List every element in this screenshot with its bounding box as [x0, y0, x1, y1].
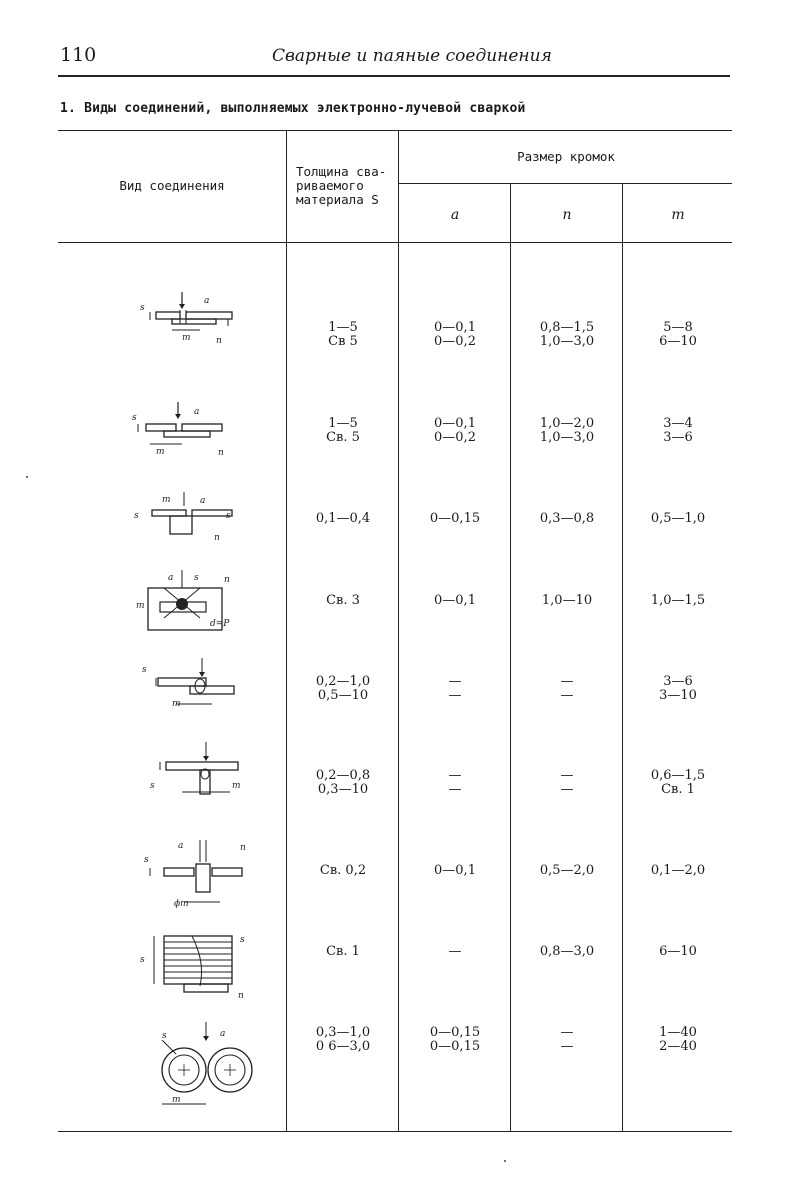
row6-thickness: 0,2—0,8 0,3—10	[315, 768, 371, 797]
svg-text:m: m	[232, 781, 241, 791]
row7-a: 0—0,1	[434, 863, 476, 878]
header-n: n	[562, 207, 572, 223]
row8-a: —	[448, 944, 462, 959]
row2-n: 1,0—2,0 1,0—3,0	[539, 416, 595, 445]
row5-thickness: 0,2—1,0 0,5—10	[315, 674, 371, 703]
row8-m: 6—10	[659, 944, 697, 959]
header-rule	[58, 75, 730, 77]
header-edge-size: Размер кромок	[517, 149, 615, 164]
row2-thickness: 1—5 Св. 5	[326, 416, 360, 445]
svg-text:m: m	[172, 699, 181, 709]
row4-n: 1,0—10	[541, 593, 593, 608]
svg-text:s: s	[240, 935, 245, 945]
svg-text:s: s	[226, 511, 231, 521]
svg-text:a: a	[168, 573, 174, 583]
running-head: Сварные и паяные соединения	[272, 46, 552, 66]
row3-thickness: 0,1—0,4	[315, 511, 371, 526]
column-divider-3	[510, 184, 511, 1131]
svg-text:s: s	[150, 781, 155, 791]
row4-a: 0—0,1	[434, 593, 476, 608]
row6-m: 0,6—1,5 Св. 1	[650, 768, 706, 797]
header-thickness: Толщина сва- риваемого материала S	[296, 164, 387, 207]
stacked-sheets-joint-icon	[120, 928, 260, 1002]
table-top-rule	[58, 130, 732, 131]
row7-n: 0,5—2,0	[539, 863, 595, 878]
edge-size-subheader-rule	[398, 183, 732, 184]
butt-joint-with-gap-icon	[120, 290, 260, 352]
row9-m: 1—40 2—40	[659, 1025, 697, 1054]
svg-text:n: n	[216, 336, 222, 346]
svg-text:m: m	[182, 333, 191, 343]
svg-text:s: s	[162, 1031, 167, 1041]
header-joint-type: Вид соединения	[119, 178, 225, 193]
row1-n: 0,8—1,5 1,0—3,0	[539, 320, 595, 349]
scan-speck	[26, 476, 28, 478]
svg-text:a: a	[220, 1029, 226, 1039]
svg-text:a: a	[204, 296, 210, 306]
svg-text:s: s	[140, 955, 145, 965]
column-divider-1	[286, 131, 287, 1131]
svg-text:s: s	[194, 573, 199, 583]
svg-text:s: s	[140, 303, 145, 313]
svg-text:d=P: d=P	[210, 619, 230, 629]
svg-text:a: a	[178, 841, 184, 851]
scan-speck	[504, 1160, 506, 1162]
row7-m: 0,1—2,0	[650, 863, 706, 878]
row6-a: — —	[448, 768, 462, 797]
row1-a: 0—0,1 0—0,2	[434, 320, 476, 349]
svg-text:s: s	[144, 855, 149, 865]
row2-a: 0—0,1 0—0,2	[434, 416, 476, 445]
header-bottom-rule	[58, 242, 732, 243]
row9-n: — —	[560, 1025, 574, 1054]
corner-beam-joint-icon	[120, 568, 260, 632]
svg-text:a: a	[194, 407, 200, 417]
svg-text:n: n	[218, 448, 224, 458]
header-a: a	[450, 207, 460, 223]
column-divider-4	[622, 184, 623, 1131]
svg-text:ϕm: ϕm	[174, 899, 189, 909]
row5-n: — —	[560, 674, 574, 703]
row9-a: 0—0,15 0—0,15	[429, 1025, 481, 1054]
row1-m: 5—8 6—10	[659, 320, 697, 349]
row2-m: 3—4 3—6	[663, 416, 693, 445]
thin-sheet-joint-icon	[120, 488, 260, 546]
table-title: 1. Виды соединений, выполняемых электронно-лучевой сваркой	[60, 101, 526, 116]
svg-text:m: m	[172, 1095, 181, 1105]
svg-text:n: n	[214, 533, 220, 543]
row3-a: 0—0,15	[429, 511, 481, 526]
row1-thickness: 1—5 Св 5	[328, 320, 358, 349]
svg-text:s: s	[134, 511, 139, 521]
page-number: 110	[60, 44, 97, 66]
row8-n: 0,8—3,0	[539, 944, 595, 959]
tee-joint-icon	[120, 740, 260, 802]
butt-joint-stepped-icon	[120, 400, 260, 462]
header-m: m	[671, 207, 685, 223]
table-bottom-rule	[58, 1131, 732, 1132]
column-divider-2	[398, 131, 399, 1131]
row3-n: 0,3—0,8	[539, 511, 595, 526]
svg-text:n: n	[238, 991, 244, 1001]
row4-m: 1,0—1,5	[650, 593, 706, 608]
pin-through-sheet-joint-icon	[120, 838, 260, 910]
svg-text:m: m	[136, 601, 145, 611]
svg-text:a: a	[200, 496, 206, 506]
svg-text:m: m	[162, 495, 171, 505]
row7-thickness: Св. 0,2	[319, 863, 367, 878]
row5-a: — —	[448, 674, 462, 703]
twin-tube-joint-icon	[120, 1020, 260, 1112]
row4-thickness: Св. 3	[326, 593, 360, 608]
svg-text:s: s	[132, 413, 137, 423]
row6-n: — —	[560, 768, 574, 797]
lap-joint-icon	[120, 656, 260, 712]
svg-text:m: m	[156, 447, 165, 457]
row9-thickness: 0,3—1,0 0 6—3,0	[315, 1025, 371, 1054]
row8-thickness: Св. 1	[326, 944, 360, 959]
row3-m: 0,5—1,0	[650, 511, 706, 526]
svg-text:n: n	[224, 575, 230, 585]
row5-m: 3—6 3—10	[659, 674, 697, 703]
svg-text:s: s	[142, 665, 147, 675]
svg-text:n: n	[240, 843, 246, 853]
